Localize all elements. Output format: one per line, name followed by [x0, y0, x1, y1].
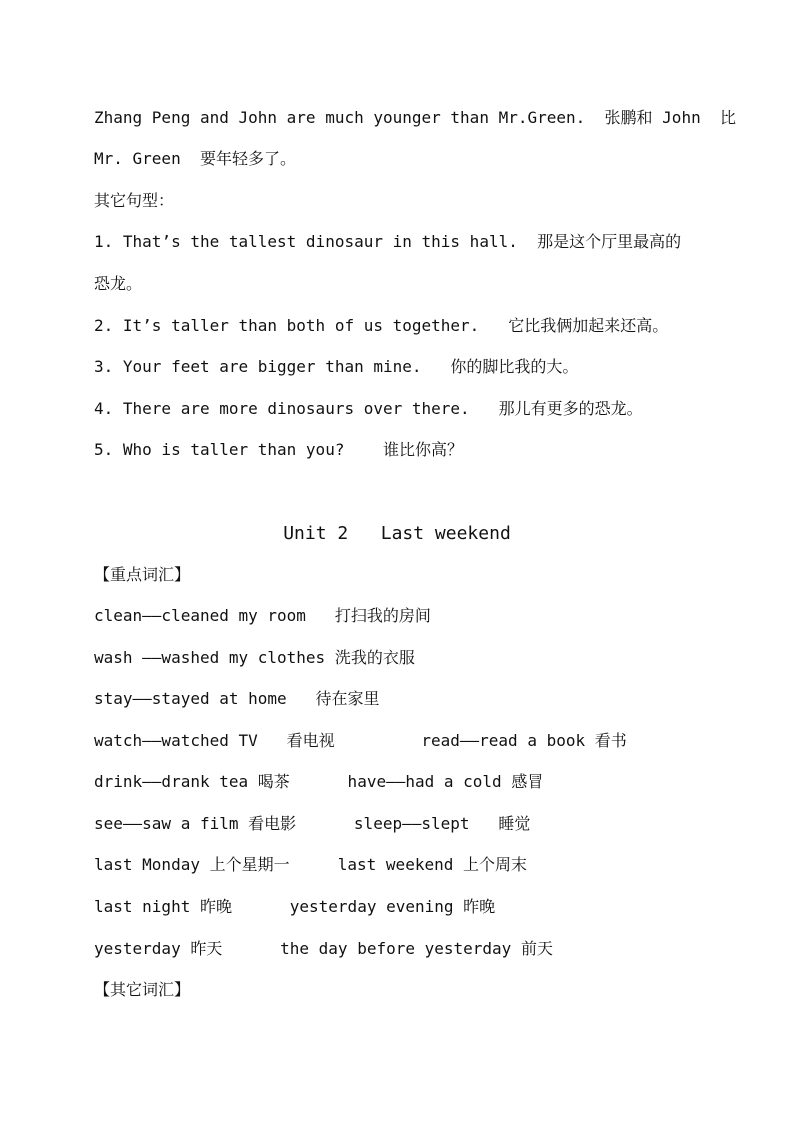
sentence-3: 3. Your feet are bigger than mine. 你的脚比我的大。: [94, 357, 579, 376]
vocab-heading: 【重点词汇】: [94, 565, 191, 584]
text-line: Mr. Green 要年轻多了。: [94, 149, 296, 168]
vocab-line: drink——drank tea 喝茶 have——had a cold 感冒: [94, 772, 544, 791]
vocab-line: stay——stayed at home 待在家里: [94, 689, 380, 708]
other-vocab-heading: 【其它词汇】: [94, 980, 191, 999]
vocab-line: clean——cleaned my room 打扫我的房间: [94, 606, 431, 625]
sentence-2: 2. It’s taller than both of us together. 它比我俩加起来还高。: [94, 316, 669, 335]
sentence-5: 5. Who is taller than you? 谁比你高？: [94, 440, 463, 459]
sentence-1: 1. That’s the tallest dinosaur in this hall. 那是这个厅里最高的: [94, 232, 682, 251]
vocab-line: see——saw a film 看电影 sleep——slept 睡觉: [94, 814, 531, 833]
vocab-line: last night 昨晚 yesterday evening 昨晚: [94, 897, 496, 916]
vocab-line: yesterday 昨天 the day before yesterday 前天: [94, 939, 553, 958]
section-label: 其它句型：: [94, 191, 175, 210]
sentence-4: 4. There are more dinosaurs over there. 那儿有更多的恐龙。: [94, 399, 643, 418]
vocab-line: watch——watched TV 看电视 read——read a book 看书: [94, 731, 627, 750]
unit-title: Unit 2 Last weekend: [283, 523, 511, 544]
vocab-line: last Monday 上个星期一 last weekend 上个周末: [94, 855, 527, 874]
text-line: Zhang Peng and John are much younger than Mr.Green. 张鹏和 John 比: [94, 108, 736, 127]
text-line: 恐龙。: [94, 274, 143, 293]
vocab-line: wash ——washed my clothes 洗我的衣服: [94, 648, 415, 667]
